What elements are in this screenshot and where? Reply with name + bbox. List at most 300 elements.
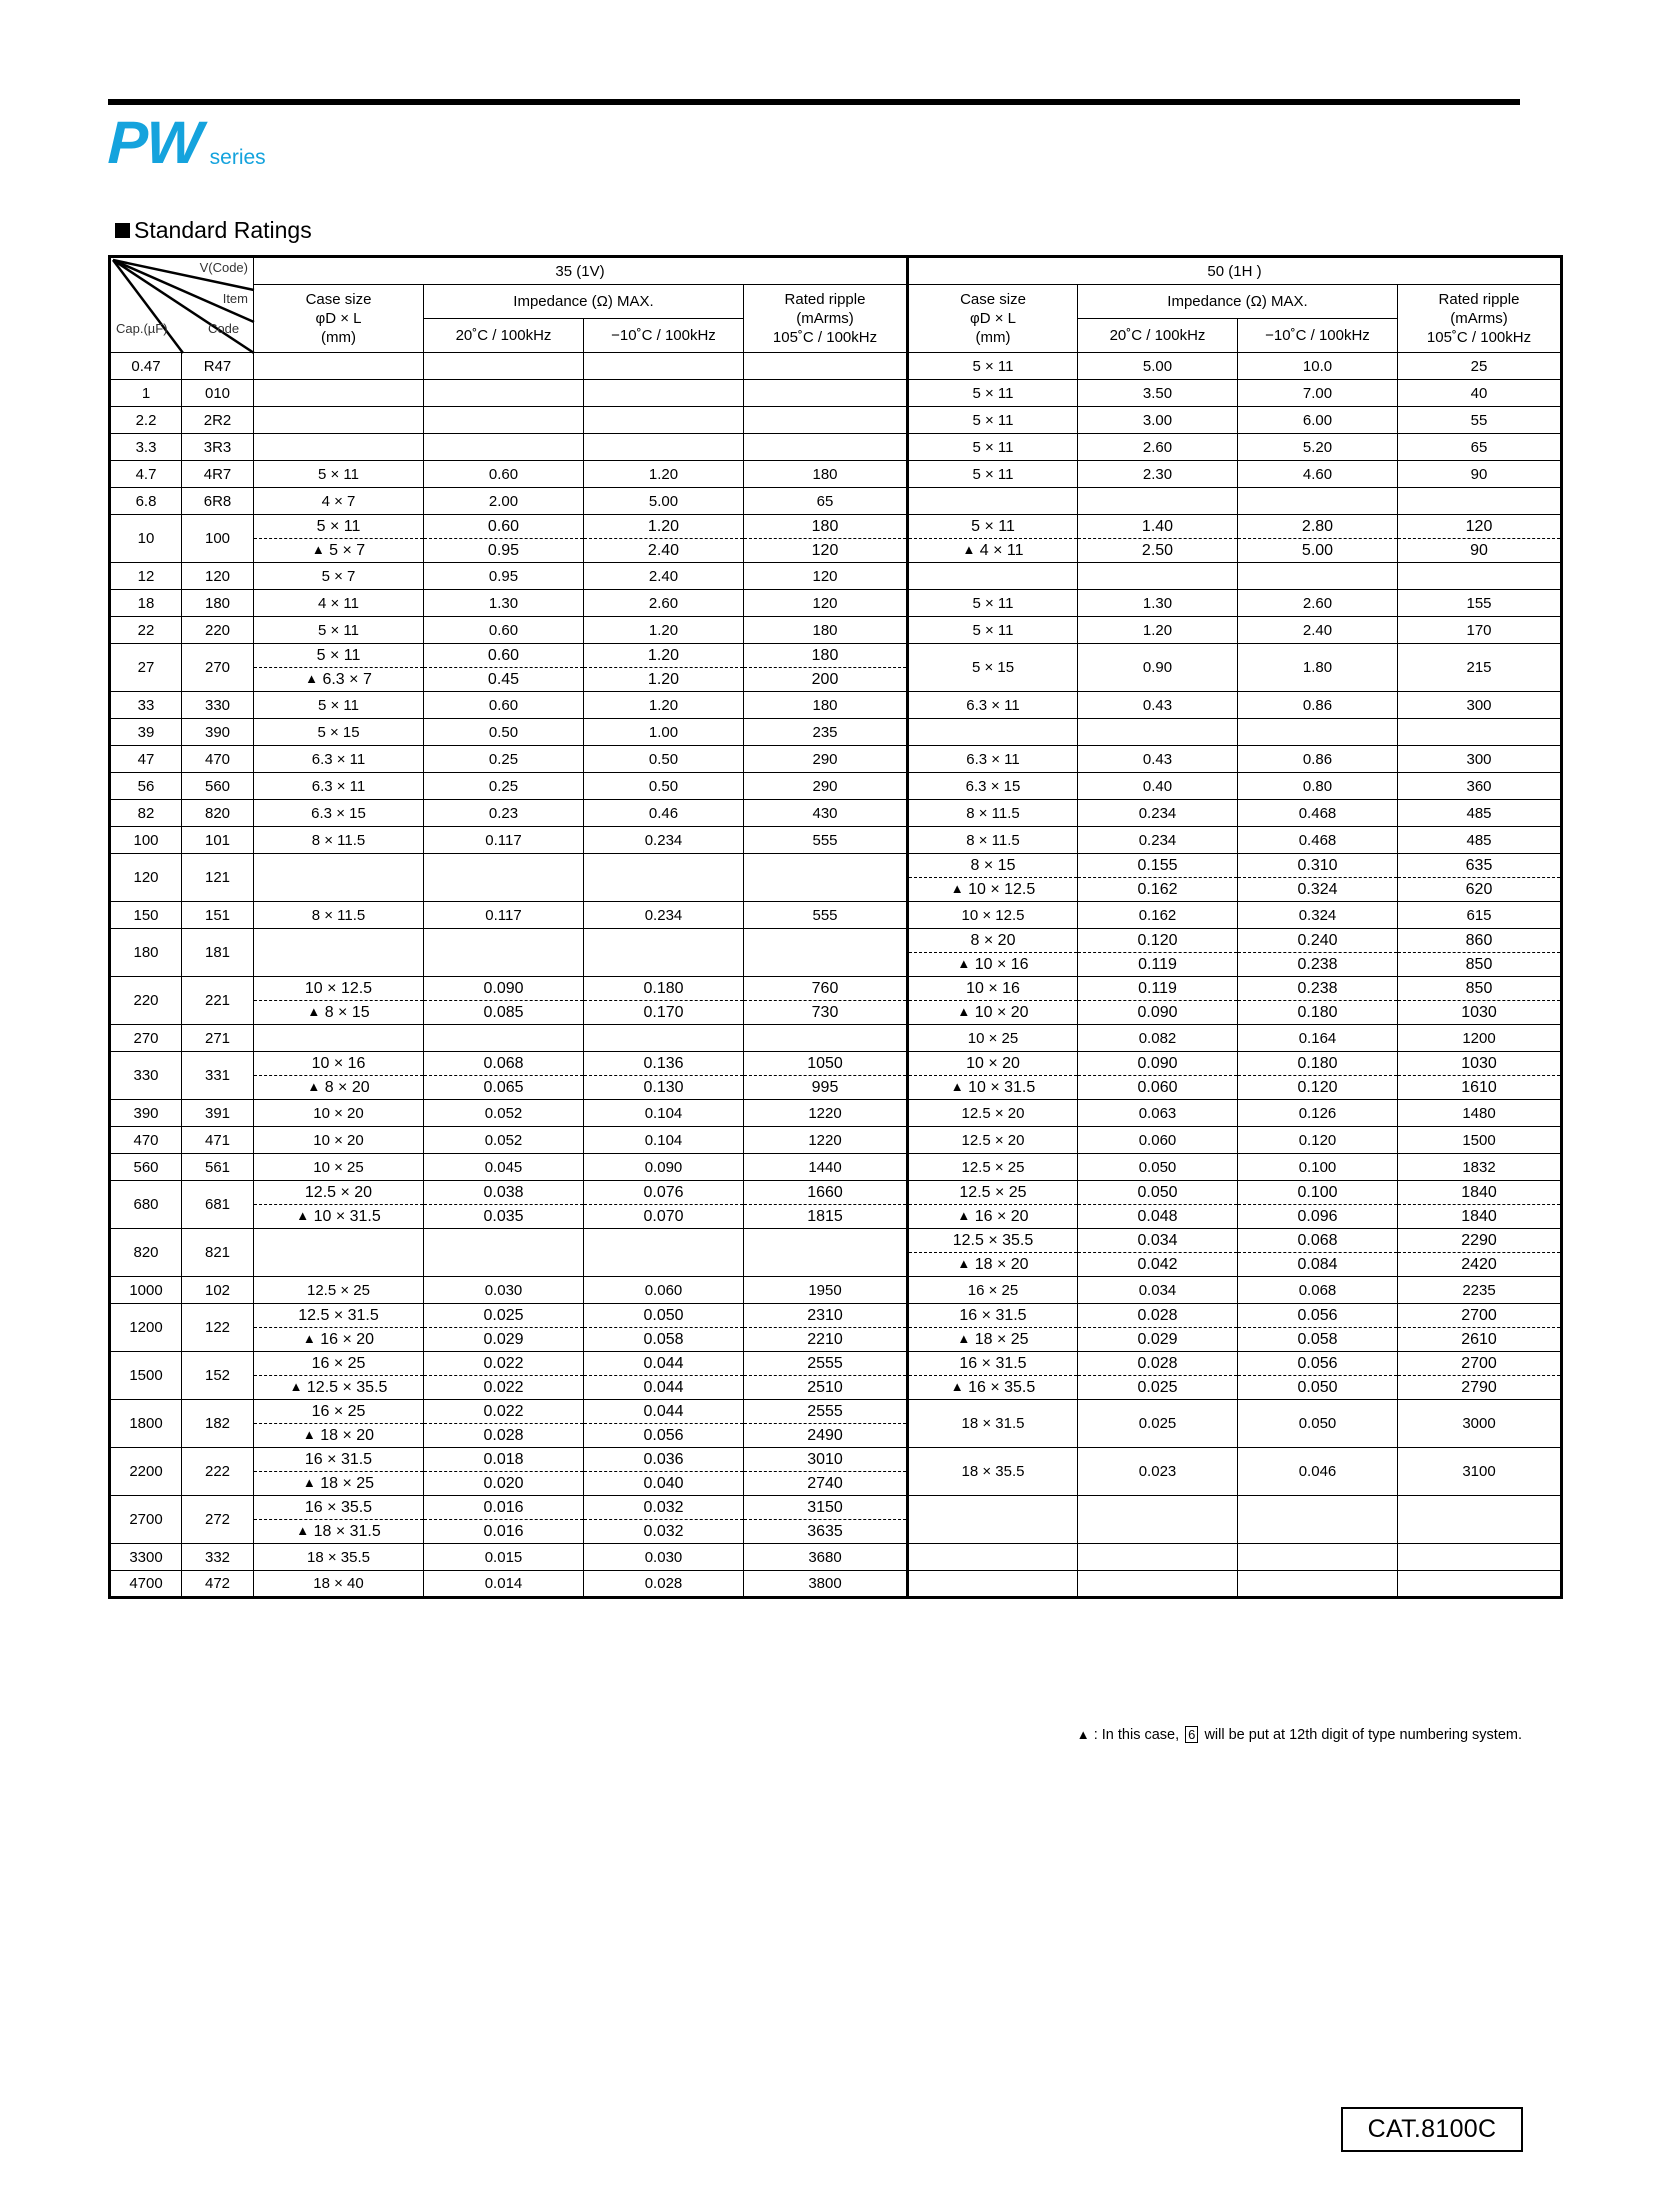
impedance-20c-50v — [1078, 854, 1238, 902]
subrow-value: 0.170 — [643, 1004, 684, 1021]
subrow-value: 10 × 20 — [909, 1052, 1077, 1076]
subrow-value: 10 × 16 — [909, 977, 1077, 1001]
impedance-m10c-35v: 1.20 — [584, 617, 744, 644]
impedance-20c-50v: 0.025 — [1078, 1400, 1238, 1448]
impedance-20c-50v: 0.063 — [1078, 1100, 1238, 1127]
subrow-value: 10 × 12.5 — [254, 977, 423, 1001]
standard-ratings-table-wrap — [108, 255, 1563, 1599]
impedance-20c-35v: 2.00 — [424, 488, 584, 515]
header-rule — [108, 99, 1520, 105]
cap-value: 82 — [110, 800, 182, 827]
impedance-m10c-35v: 0.028 — [584, 1571, 744, 1598]
impedance-20c-50v — [1078, 719, 1238, 746]
subrow-value: 2490 — [807, 1427, 843, 1444]
impedance-m10c-35v — [584, 1400, 744, 1448]
rated-ripple-50v — [1398, 1571, 1562, 1598]
rated-ripple-35v — [744, 353, 908, 380]
case-size-50v — [908, 1229, 1078, 1277]
case-size-35v — [254, 434, 424, 461]
code-value: 3R3 — [182, 434, 254, 461]
impedance-m10c-50v — [1238, 1496, 1398, 1544]
subrow-value: 0.162 — [1137, 881, 1178, 898]
table-row — [110, 1100, 1562, 1127]
impedance-20c-35v — [424, 1352, 584, 1400]
case-size-50v — [908, 1304, 1078, 1352]
impedance-m10c-50v: 2.40 — [1238, 617, 1398, 644]
impedance-20c-50v: 5.00 — [1078, 353, 1238, 380]
subrow-value: 1610 — [1461, 1079, 1497, 1096]
subrow-value: ▲ 18 × 31.5 — [296, 1523, 381, 1540]
table-row — [110, 1154, 1562, 1181]
subrow-value: 0.036 — [584, 1448, 743, 1472]
cap-value: 120 — [110, 854, 182, 902]
triangle-icon: ▲ — [307, 1004, 321, 1019]
brand-name: PW — [106, 109, 202, 176]
code-value: 181 — [182, 929, 254, 977]
rated-ripple-50v — [1398, 977, 1562, 1025]
code-value: 182 — [182, 1400, 254, 1448]
code-value: 121 — [182, 854, 254, 902]
impedance-20c-35v — [424, 1181, 584, 1229]
impedance-20c-35v: 0.25 — [424, 773, 584, 800]
subrow-value: 0.029 — [1137, 1331, 1178, 1348]
case-size-35v: 5 × 11 — [254, 692, 424, 719]
table-row — [110, 434, 1562, 461]
rated-ripple-35v — [744, 1181, 908, 1229]
subrow-value: 5 × 11 — [254, 644, 423, 668]
code-value: 472 — [182, 1571, 254, 1598]
table-row — [110, 1352, 1562, 1400]
code-value: 100 — [182, 515, 254, 563]
subrow-value: 860 — [1398, 929, 1560, 953]
impedance-m10c-35v: 5.00 — [584, 488, 744, 515]
cap-value: 2700 — [110, 1496, 182, 1544]
subrow-value: 0.119 — [1078, 977, 1237, 1001]
cap-value: 330 — [110, 1052, 182, 1100]
impedance-m10c-50v — [1238, 929, 1398, 977]
subrow-value: ▲ 10 × 31.5 — [296, 1208, 381, 1225]
code-value: 180 — [182, 590, 254, 617]
triangle-icon: ▲ — [950, 881, 964, 896]
subrow-value: 0.090 — [424, 977, 583, 1001]
impedance-20c-35v: 0.95 — [424, 563, 584, 590]
case-size-50v — [908, 1352, 1078, 1400]
table-row — [110, 1304, 1562, 1352]
case-size-35v: 5 × 7 — [254, 563, 424, 590]
rated-ripple-50v: 485 — [1398, 800, 1562, 827]
table-row — [110, 644, 1562, 692]
code-value: 560 — [182, 773, 254, 800]
impedance-20c-50v — [1078, 488, 1238, 515]
cap-value: 0.47 — [110, 353, 182, 380]
subrow-value: 16 × 35.5 — [254, 1496, 423, 1520]
rated-ripple-35v — [744, 977, 908, 1025]
corner-cap-label: Cap.(µF) — [116, 321, 168, 336]
subrow-value: 760 — [744, 977, 906, 1001]
table-row — [110, 692, 1562, 719]
table-row — [110, 1181, 1562, 1229]
rated-ripple-50v — [1398, 1352, 1562, 1400]
subrow-value: 2510 — [807, 1379, 843, 1396]
impedance-20c-50v — [1078, 1544, 1238, 1571]
subrow-value: 0.016 — [483, 1523, 524, 1540]
subrow-value: 0.034 — [1078, 1229, 1237, 1253]
table-row — [110, 488, 1562, 515]
impedance-m10c-35v — [584, 644, 744, 692]
impedance-m10c-35v — [584, 1304, 744, 1352]
rated-ripple-35v — [744, 380, 908, 407]
case-size-50v: 6.3 × 15 — [908, 773, 1078, 800]
cap-value: 270 — [110, 1025, 182, 1052]
page-title — [115, 217, 312, 244]
impedance-m10c-50v — [1238, 854, 1398, 902]
impedance-m10c-50v: 2.60 — [1238, 590, 1398, 617]
code-value: 821 — [182, 1229, 254, 1277]
code-value: 561 — [182, 1154, 254, 1181]
subrow-value: 0.050 — [1078, 1181, 1237, 1205]
case-size-35v — [254, 1496, 424, 1544]
table-row — [110, 1025, 1562, 1052]
subrow-value: 2790 — [1461, 1379, 1497, 1396]
impedance-20c-35v — [424, 1025, 584, 1052]
case-size-50v: 6.3 × 11 — [908, 746, 1078, 773]
impedance-20c-50v: 0.40 — [1078, 773, 1238, 800]
impedance-m10c-50v — [1238, 1181, 1398, 1229]
rated-ripple-35v: 1220 — [744, 1127, 908, 1154]
impedance-20c-35v: 0.60 — [424, 617, 584, 644]
impedance-20c-35v — [424, 515, 584, 563]
subrow-value: 0.238 — [1297, 956, 1338, 973]
impedance-m10c-35v: 0.234 — [584, 902, 744, 929]
case-size-35v — [254, 380, 424, 407]
subrow-value: 16 × 25 — [254, 1352, 423, 1376]
impedance-m10c-50v: 0.046 — [1238, 1448, 1398, 1496]
case-size-35v: 5 × 15 — [254, 719, 424, 746]
impedance-20c-35v: 0.60 — [424, 461, 584, 488]
subrow-value: 0.324 — [1297, 881, 1338, 898]
impedance-20c-35v — [424, 977, 584, 1025]
subrow-value: 0.130 — [643, 1079, 684, 1096]
case-size-50v: 10 × 25 — [908, 1025, 1078, 1052]
subrow-value: 1840 — [1398, 1181, 1560, 1205]
subrow-value: 0.025 — [424, 1304, 583, 1328]
rated-ripple-35v: 65 — [744, 488, 908, 515]
impedance-20c-35v: 0.117 — [424, 902, 584, 929]
impedance-m10c-35v: 0.46 — [584, 800, 744, 827]
subrow-value: 0.029 — [483, 1331, 524, 1348]
impedance-m10c-50v — [1238, 977, 1398, 1025]
triangle-icon: ▲ — [296, 1208, 310, 1223]
triangle-icon: ▲ — [296, 1523, 310, 1538]
impedance-m10c-50v: 0.80 — [1238, 773, 1398, 800]
table-row — [110, 977, 1562, 1025]
impedance-20c-50v: 0.023 — [1078, 1448, 1238, 1496]
impedance-m10c-50v: 0.164 — [1238, 1025, 1398, 1052]
impedance-20c-35v — [424, 644, 584, 692]
impedance-20c-50v: 0.234 — [1078, 827, 1238, 854]
cap-value: 180 — [110, 929, 182, 977]
impedance-20c-35v: 0.117 — [424, 827, 584, 854]
case-size-35v: 5 × 11 — [254, 461, 424, 488]
subrow-value: 0.028 — [483, 1427, 524, 1444]
subrow-value: 0.044 — [584, 1352, 743, 1376]
cap-value: 220 — [110, 977, 182, 1025]
impedance-m10c-50v: 0.86 — [1238, 692, 1398, 719]
impedance-20c-35v: 0.015 — [424, 1544, 584, 1571]
impedance-m10c-35v — [584, 1496, 744, 1544]
subrow-value: 1.20 — [647, 671, 680, 688]
table-row — [110, 746, 1562, 773]
subrow-value: 0.032 — [643, 1523, 684, 1540]
impedance-20c-50v: 0.43 — [1078, 746, 1238, 773]
impedance-m10c-50v: 4.60 — [1238, 461, 1398, 488]
subrow-value: 0.022 — [424, 1400, 583, 1424]
case-size-50v — [908, 488, 1078, 515]
subrow-value: 2700 — [1398, 1352, 1560, 1376]
cap-value: 560 — [110, 1154, 182, 1181]
case-size-50v: 5 × 11 — [908, 461, 1078, 488]
subrow-value: 1030 — [1461, 1004, 1497, 1021]
table-row — [110, 407, 1562, 434]
rated-ripple-50v: 1832 — [1398, 1154, 1562, 1181]
cap-value: 33 — [110, 692, 182, 719]
impedance-m10c-35v — [584, 854, 744, 902]
impedance-20c-50v: 0.162 — [1078, 902, 1238, 929]
subrow-value: 0.076 — [584, 1181, 743, 1205]
rated-ripple-50v — [1398, 488, 1562, 515]
subrow-value: 120 — [811, 542, 839, 559]
impedance-20c-35v: 0.50 — [424, 719, 584, 746]
code-value: R47 — [182, 353, 254, 380]
case-size-35v: 4 × 11 — [254, 590, 424, 617]
subrow-value: ▲ 18 × 20 — [957, 1256, 1029, 1273]
case-size-50v — [908, 854, 1078, 902]
table-row — [110, 1400, 1562, 1448]
subrow-value: 1.20 — [584, 515, 743, 539]
subrow-value: 0.180 — [1297, 1004, 1338, 1021]
case-size-50v: 5 × 11 — [908, 407, 1078, 434]
brand-series-label: series — [209, 146, 266, 169]
impedance-m10c-50v — [1238, 515, 1398, 563]
table-row — [110, 719, 1562, 746]
rated-ripple-35v — [744, 1052, 908, 1100]
impedance-m10c-50v — [1238, 719, 1398, 746]
impedance-20c-35v — [424, 380, 584, 407]
rated-ripple-50v: 300 — [1398, 746, 1562, 773]
subrow-value: 0.025 — [1137, 1379, 1178, 1396]
case-size-35v — [254, 353, 424, 380]
subrow-value: 0.042 — [1137, 1256, 1178, 1273]
code-value: 820 — [182, 800, 254, 827]
case-size-35v — [254, 1181, 424, 1229]
subrow-value: 995 — [811, 1079, 839, 1096]
cap-value: 3300 — [110, 1544, 182, 1571]
subrow-value: 0.032 — [584, 1496, 743, 1520]
subrow-value: 0.068 — [1238, 1229, 1397, 1253]
impedance-20c-50v — [1078, 929, 1238, 977]
impedance-m10c-35v: 0.104 — [584, 1100, 744, 1127]
case-size-35v: 18 × 35.5 — [254, 1544, 424, 1571]
code-value: 471 — [182, 1127, 254, 1154]
code-value: 151 — [182, 902, 254, 929]
rated-ripple-50v: 215 — [1398, 644, 1562, 692]
impedance-m10c-50v: 0.120 — [1238, 1127, 1398, 1154]
case-size-35v — [254, 515, 424, 563]
subrow-value: 0.070 — [643, 1208, 684, 1225]
footnote — [1077, 1727, 1522, 1743]
case-size-35v: 6.3 × 11 — [254, 746, 424, 773]
code-value: 271 — [182, 1025, 254, 1052]
subrow-value: 0.120 — [1078, 929, 1237, 953]
rated-ripple-50v: 3100 — [1398, 1448, 1562, 1496]
bullet-square-icon — [115, 223, 130, 238]
cap-value: 39 — [110, 719, 182, 746]
rated-ripple-35v: 120 — [744, 563, 908, 590]
table-row — [110, 854, 1562, 902]
code-value: 152 — [182, 1352, 254, 1400]
triangle-icon: ▲ — [305, 671, 319, 686]
case-size-35v — [254, 407, 424, 434]
case-size-50v: 5 × 11 — [908, 434, 1078, 461]
impedance-20c-35v — [424, 1229, 584, 1277]
cap-value: 470 — [110, 1127, 182, 1154]
case-size-35v: 10 × 25 — [254, 1154, 424, 1181]
corner-voltage-label: V(Code) — [199, 260, 248, 275]
case-size-35v — [254, 1400, 424, 1448]
case-size-35v: 18 × 40 — [254, 1571, 424, 1598]
subrow-value: ▲ 10 × 31.5 — [950, 1079, 1036, 1096]
subrow-value: 0.058 — [643, 1331, 684, 1348]
rated-ripple-35v — [744, 1352, 908, 1400]
subrow-value: 0.090 — [1137, 1004, 1178, 1021]
impedance-m10c-35v — [584, 1229, 744, 1277]
case-size-35v: 8 × 11.5 — [254, 902, 424, 929]
cap-value: 3.3 — [110, 434, 182, 461]
subrow-value: 0.155 — [1078, 854, 1237, 878]
col-header-z-m10c-50v: −10˚C / 100kHz — [1238, 319, 1398, 353]
rated-ripple-35v: 235 — [744, 719, 908, 746]
impedance-20c-35v — [424, 929, 584, 977]
impedance-m10c-35v: 0.090 — [584, 1154, 744, 1181]
subrow-value: 0.120 — [1297, 1079, 1338, 1096]
rated-ripple-35v: 3800 — [744, 1571, 908, 1598]
cap-value: 47 — [110, 746, 182, 773]
subrow-value: 200 — [811, 671, 839, 688]
case-size-50v: 5 × 15 — [908, 644, 1078, 692]
impedance-20c-50v — [1078, 563, 1238, 590]
subrow-value: 5.00 — [1301, 542, 1334, 559]
cap-value: 18 — [110, 590, 182, 617]
code-value: 102 — [182, 1277, 254, 1304]
subrow-value: 8 × 15 — [909, 854, 1077, 878]
corner-item-label: Item — [222, 291, 248, 306]
case-size-50v — [908, 515, 1078, 563]
subrow-value: ▲ 16 × 20 — [302, 1331, 375, 1348]
impedance-20c-35v — [424, 1304, 584, 1352]
subrow-value: 12.5 × 31.5 — [254, 1304, 423, 1328]
impedance-20c-50v — [1078, 1052, 1238, 1100]
subrow-value: 10 × 16 — [254, 1052, 423, 1076]
impedance-20c-35v — [424, 407, 584, 434]
subrow-value: 0.022 — [424, 1352, 583, 1376]
rated-ripple-50v — [1398, 563, 1562, 590]
case-size-35v: 4 × 7 — [254, 488, 424, 515]
subrow-value: 0.100 — [1238, 1181, 1397, 1205]
impedance-20c-50v: 3.00 — [1078, 407, 1238, 434]
impedance-m10c-35v — [584, 929, 744, 977]
subrow-value: 0.038 — [424, 1181, 583, 1205]
code-value: 222 — [182, 1448, 254, 1496]
rated-ripple-35v: 3680 — [744, 1544, 908, 1571]
impedance-20c-50v: 3.50 — [1078, 380, 1238, 407]
rated-ripple-35v: 1440 — [744, 1154, 908, 1181]
footnote-pre: : In this case, — [1093, 1727, 1180, 1743]
code-value: 470 — [182, 746, 254, 773]
subrow-value: 0.119 — [1138, 956, 1177, 973]
impedance-20c-50v: 2.30 — [1078, 461, 1238, 488]
brand-logo — [106, 109, 266, 176]
cap-value: 680 — [110, 1181, 182, 1229]
case-size-50v: 12.5 × 25 — [908, 1154, 1078, 1181]
triangle-icon: ▲ — [957, 1004, 971, 1019]
code-value: 4R7 — [182, 461, 254, 488]
subrow-value: 2420 — [1461, 1256, 1497, 1273]
triangle-icon: ▲ — [950, 1379, 964, 1394]
subrow-value: 2.80 — [1238, 515, 1397, 539]
table-row — [110, 800, 1562, 827]
cap-value: 820 — [110, 1229, 182, 1277]
rated-ripple-50v: 2235 — [1398, 1277, 1562, 1304]
impedance-m10c-35v — [584, 1448, 744, 1496]
triangle-icon: ▲ — [962, 542, 976, 557]
impedance-20c-35v: 0.052 — [424, 1127, 584, 1154]
impedance-m10c-50v: 0.86 — [1238, 746, 1398, 773]
subrow-value: 2210 — [807, 1331, 843, 1348]
subrow-value: 1030 — [1398, 1052, 1560, 1076]
subrow-value: 0.022 — [483, 1379, 524, 1396]
subrow-value: ▲ 4 × 11 — [962, 542, 1024, 559]
rated-ripple-35v — [744, 644, 908, 692]
subrow-value: 16 × 31.5 — [254, 1448, 423, 1472]
subrow-value: 635 — [1398, 854, 1560, 878]
subrow-value: ▲ 8 × 20 — [307, 1079, 370, 1096]
case-size-35v — [254, 1352, 424, 1400]
subrow-value: 850 — [1398, 977, 1560, 1001]
subrow-value: 2.50 — [1141, 542, 1174, 559]
impedance-m10c-35v — [584, 1181, 744, 1229]
subrow-value: 90 — [1470, 542, 1488, 559]
subrow-value: 0.45 — [487, 671, 520, 688]
case-size-50v: 5 × 11 — [908, 590, 1078, 617]
table-row — [110, 1229, 1562, 1277]
subrow-value: 0.238 — [1238, 977, 1397, 1001]
case-size-50v: 5 × 11 — [908, 617, 1078, 644]
subrow-value: ▲ 10 × 12.5 — [950, 881, 1036, 898]
impedance-20c-50v — [1078, 1181, 1238, 1229]
case-size-50v — [908, 719, 1078, 746]
rated-ripple-35v — [744, 407, 908, 434]
cap-value: 1200 — [110, 1304, 182, 1352]
impedance-m10c-50v — [1238, 563, 1398, 590]
code-value: 220 — [182, 617, 254, 644]
case-size-35v — [254, 1025, 424, 1052]
impedance-20c-50v: 2.60 — [1078, 434, 1238, 461]
impedance-m10c-35v — [584, 353, 744, 380]
group-header-50v: 50 (1H ) — [908, 257, 1562, 285]
code-value: 272 — [182, 1496, 254, 1544]
cap-value: 1000 — [110, 1277, 182, 1304]
triangle-icon: ▲ — [957, 1256, 971, 1271]
